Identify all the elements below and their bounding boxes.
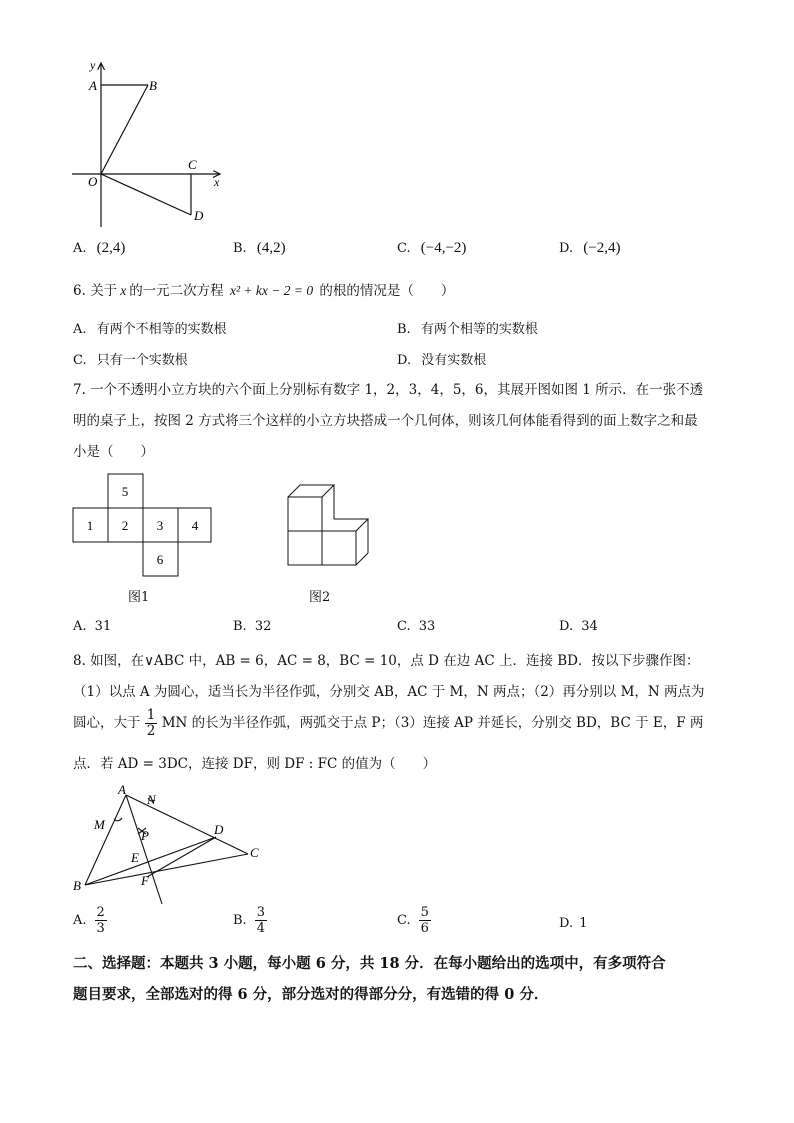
net-face-1: 1 bbox=[86, 518, 94, 533]
net-face-3: 3 bbox=[156, 518, 164, 533]
label-B: B bbox=[149, 78, 157, 93]
fraction-numerator: 1 bbox=[146, 707, 156, 723]
q8-triangle-figure bbox=[68, 782, 278, 907]
stem-text-b: MN 的长为半径作弧，两弧交于点 P；（3）连接 AP 并延长，分别交 BD，BC 于 E，F 两 bbox=[161, 715, 704, 731]
option-text: (2,4) bbox=[96, 240, 126, 256]
option-letter: D. bbox=[559, 916, 574, 931]
q8-stem-line-3 bbox=[73, 708, 703, 739]
fraction-numerator: 2 bbox=[96, 905, 105, 920]
q6-option-d[interactable] bbox=[397, 349, 486, 368]
q7-fig1-caption: 图1 bbox=[128, 590, 150, 605]
option-text: 只有一个实数根 bbox=[96, 353, 188, 368]
q7-option-c[interactable] bbox=[397, 619, 435, 634]
option-fraction bbox=[95, 905, 107, 936]
label-C: C bbox=[188, 157, 197, 172]
option-letter: A. bbox=[73, 322, 87, 337]
q8-option-b[interactable] bbox=[233, 905, 267, 936]
option-letter: A. bbox=[73, 241, 87, 256]
label-B: B bbox=[73, 878, 81, 893]
label-O: O bbox=[88, 174, 98, 189]
label-N: N bbox=[147, 792, 156, 807]
fraction-numerator: 5 bbox=[420, 905, 429, 920]
net-face-4: 4 bbox=[191, 518, 199, 533]
q8-option-a[interactable] bbox=[73, 905, 107, 936]
segment-OB bbox=[101, 85, 148, 174]
q8-option-c[interactable] bbox=[397, 905, 431, 936]
label-M: M bbox=[94, 817, 105, 832]
q8-option-d[interactable] bbox=[559, 916, 588, 931]
q6-option-a[interactable] bbox=[73, 318, 227, 337]
option-fraction bbox=[419, 905, 431, 936]
q7-stem-line-2: 明的桌子上，按图 2 方式将三个这样的小立方块搭成一个几何体，则该几何体能看得到的面上数字之和最 bbox=[73, 413, 698, 429]
label-F: F bbox=[141, 873, 149, 888]
fraction-denominator: 2 bbox=[146, 723, 156, 739]
option-text: 33 bbox=[418, 619, 436, 634]
option-letter: B. bbox=[233, 241, 247, 256]
var-x: x bbox=[120, 283, 127, 298]
q8-stem-line-1: 8. 如图，在∨ABC 中，AB = 6，AC = 8，BC = 10，点 D 在边 AC 上．连接 BD．按以下步骤作图： bbox=[73, 653, 700, 669]
q7-fig2-caption: 图2 bbox=[309, 590, 331, 605]
option-text: 34 bbox=[581, 619, 598, 634]
option-text: (−4,−2) bbox=[420, 240, 467, 256]
option-letter: A. bbox=[73, 619, 87, 634]
option-letter: D. bbox=[559, 241, 574, 256]
option-letter: C. bbox=[397, 241, 411, 256]
option-letter: C. bbox=[397, 913, 411, 928]
stem-text-a: 圆心，大于 bbox=[73, 715, 141, 731]
label-D: D bbox=[214, 822, 224, 837]
q7-stem-line-1: 7. 一个不透明小立方块的六个面上分别标有数字 1，2，3，4，5，6，其展开图如图 1 所示．在一张不透 bbox=[73, 382, 704, 398]
option-text: 没有实数根 bbox=[421, 353, 487, 368]
q6-option-c[interactable] bbox=[73, 349, 188, 368]
q6-stem bbox=[73, 281, 454, 301]
option-fraction bbox=[255, 905, 267, 936]
label-E: E bbox=[131, 850, 139, 865]
section-2-instructions-line-1: 二、选择题：本题共 3 小题，每小题 6 分，共 18 分．在每小题给出的选项中，有多项符合 bbox=[73, 955, 666, 972]
option-text: 有两个相等的实数根 bbox=[420, 322, 538, 337]
option-text: 有两个不相等的实数根 bbox=[96, 322, 227, 337]
option-letter: C. bbox=[73, 353, 87, 368]
stem-text-a: 关于 bbox=[90, 283, 118, 299]
option-letter: A. bbox=[73, 913, 87, 928]
segment-OD bbox=[101, 174, 191, 215]
q5-coordinate-figure bbox=[60, 55, 240, 235]
option-letter: C. bbox=[397, 619, 411, 634]
fraction-denominator: 4 bbox=[256, 921, 265, 936]
q7-stem-line-3: 小是（ ） bbox=[73, 444, 154, 460]
option-letter: D. bbox=[559, 619, 574, 634]
option-letter: B. bbox=[233, 619, 247, 634]
net-face-6: 6 bbox=[156, 552, 164, 567]
net-face-2: 2 bbox=[121, 518, 129, 533]
q7-cube-net-figure bbox=[70, 470, 220, 580]
option-text: (4,2) bbox=[256, 240, 286, 256]
option-letter: B. bbox=[233, 913, 247, 928]
option-text: 31 bbox=[94, 619, 112, 634]
q5-option-d[interactable] bbox=[559, 240, 620, 257]
label-x: x bbox=[214, 175, 220, 189]
stem-text-b: 的一元二次方程 bbox=[129, 283, 224, 299]
option-letter: B. bbox=[397, 322, 411, 337]
label-D: D bbox=[194, 208, 204, 223]
stem-text-c: 的根的情况是（ ） bbox=[319, 283, 455, 299]
option-text: (−2,4) bbox=[583, 240, 621, 256]
fraction-denominator: 6 bbox=[420, 921, 429, 936]
option-letter: D. bbox=[397, 353, 412, 368]
label-y: y bbox=[90, 58, 96, 72]
q6-option-b[interactable] bbox=[397, 318, 538, 337]
q7-option-a[interactable] bbox=[73, 619, 111, 634]
section-2-instructions-line-2: 题目要求，全部选对的得 6 分，部分选对的得部分分，有选错的得 0 分． bbox=[73, 986, 549, 1003]
label-A: A bbox=[118, 782, 126, 797]
fraction-denominator: 3 bbox=[96, 921, 105, 936]
q5-option-b[interactable] bbox=[233, 240, 286, 257]
label-P: P bbox=[141, 828, 149, 843]
half-fraction bbox=[145, 708, 158, 739]
label-A: A bbox=[89, 78, 97, 93]
net-face-5: 5 bbox=[121, 484, 129, 499]
label-C: C bbox=[250, 845, 259, 860]
q8-stem-line-4: 点．若 AD = 3DC，连接 DF，则 DF : FC 的值为（ ） bbox=[73, 756, 437, 772]
option-text: 32 bbox=[254, 619, 272, 634]
fraction-numerator: 3 bbox=[256, 905, 265, 920]
question-number: 6. bbox=[73, 283, 86, 299]
q5-option-c[interactable] bbox=[397, 240, 466, 257]
q7-option-b[interactable] bbox=[233, 619, 271, 634]
option-text: 1 bbox=[579, 916, 588, 931]
equation: x² + kx − 2 = 0 bbox=[229, 283, 314, 298]
q8-stem-line-2: （1）以点 A 为圆心，适当长为半径作弧，分别交 AB，AC 于 M，N 两点；（2）再分别以 M，N 两点为 bbox=[73, 684, 705, 700]
q5-option-a[interactable] bbox=[73, 240, 125, 257]
q7-option-d[interactable] bbox=[559, 619, 598, 634]
q7-stacked-cubes-figure bbox=[280, 478, 380, 570]
